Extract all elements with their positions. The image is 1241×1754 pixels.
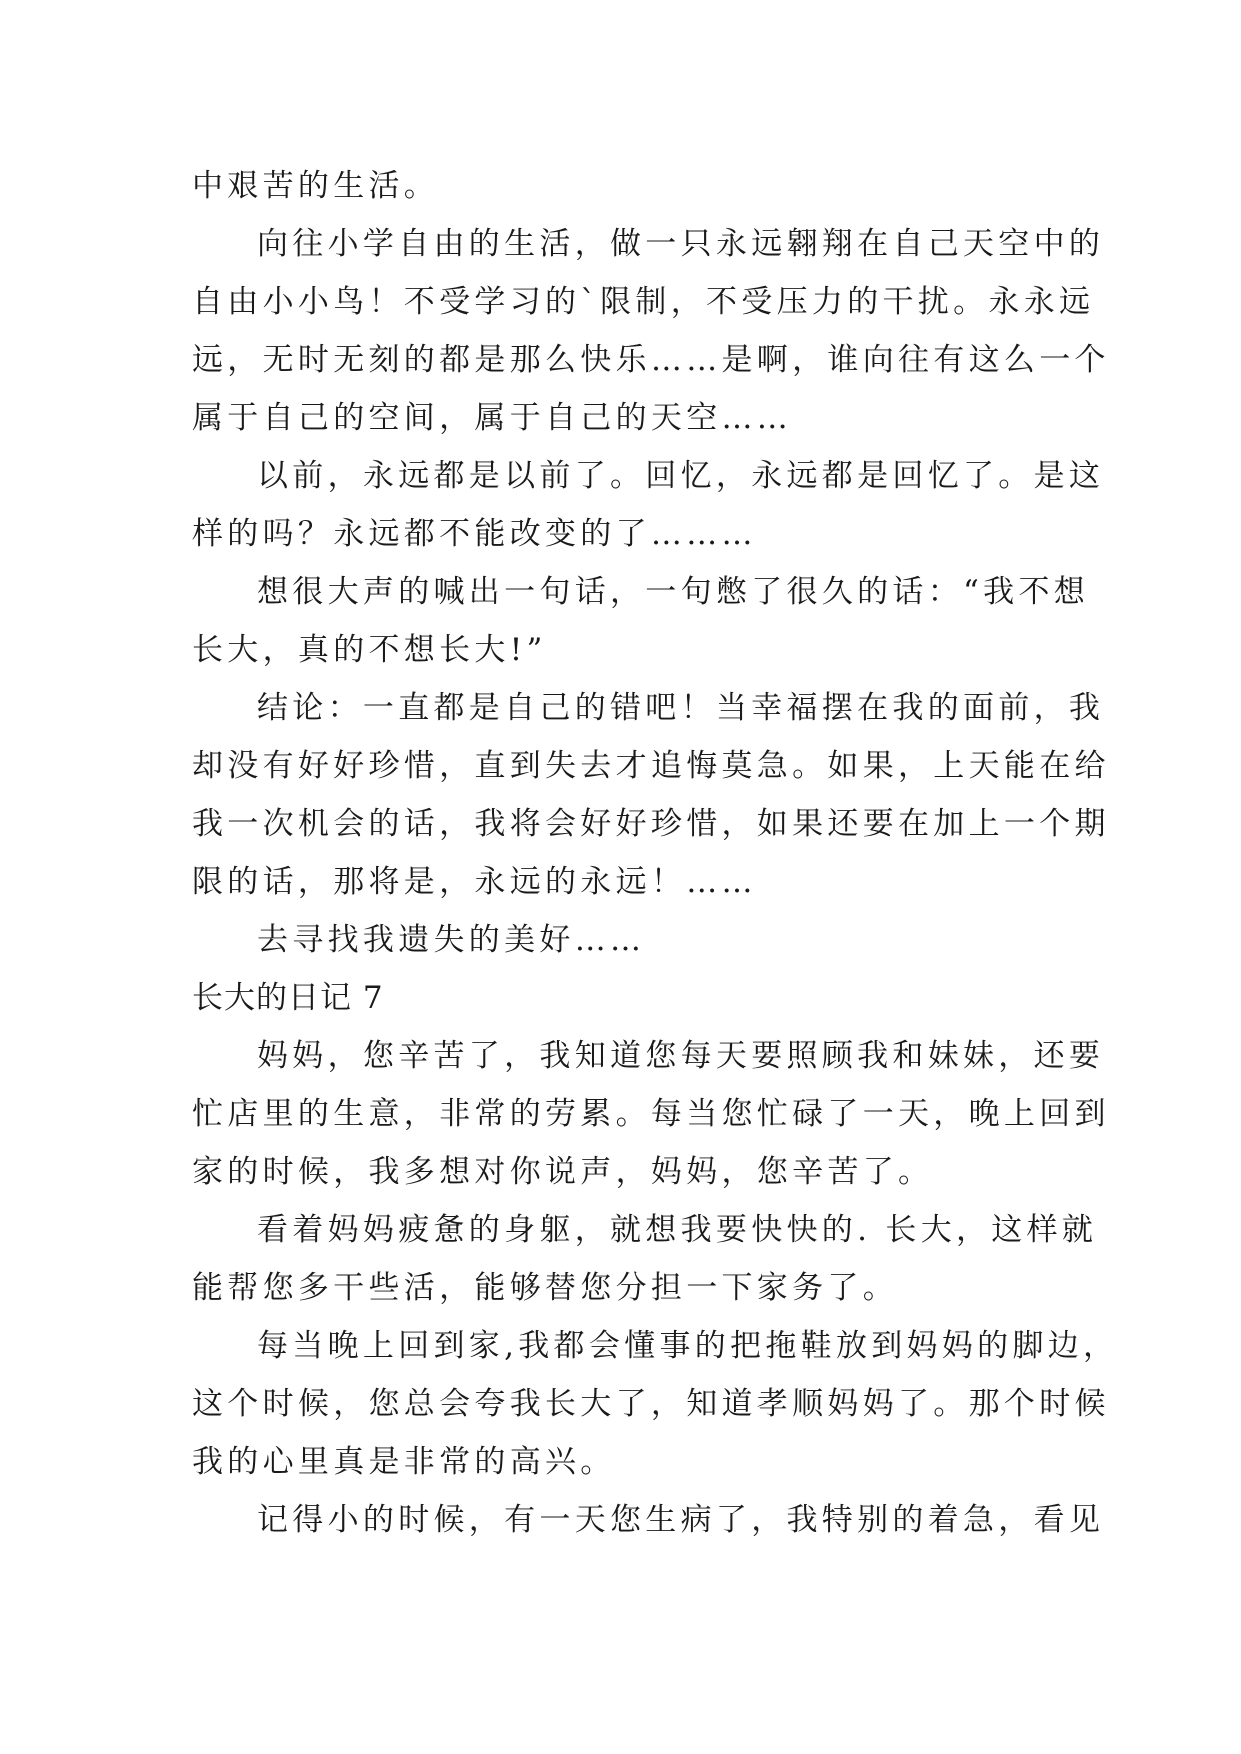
text-line: 却没有好好珍惜，直到失去才追悔莫急。如果，上天能在给 — [192, 748, 1110, 784]
text-line: 属于自己的空间，属于自己的天空…… — [192, 400, 793, 436]
text-line: 限的话，那将是，永远的永远！…… — [192, 864, 757, 900]
text-line: 向往小学自由的生活，做一只永远翱翔在自己天空中的 — [257, 226, 1105, 262]
text-line: 记得小的时候，有一天您生病了，我特别的着急，看见 — [257, 1502, 1105, 1538]
text-line: 远，无时无刻的都是那么快乐……是啊，谁向往有这么一个 — [192, 342, 1110, 378]
text-line: 想很大声的喊出一句话，一句憋了很久的话：“我不想 — [257, 574, 1090, 610]
text-line: 妈妈，您辛苦了，我知道您每天要照顾我和妹妹，还要 — [257, 1038, 1105, 1074]
text-line: 忙店里的生意，非常的劳累。每当您忙碌了一天，晚上回到 — [192, 1096, 1110, 1132]
text-line: 我一次机会的话，我将会好好珍惜，如果还要在加上一个期 — [192, 806, 1110, 842]
text-line: 结论：一直都是自己的错吧！当幸福摆在我的面前，我 — [257, 690, 1105, 726]
text-line: 以前，永远都是以前了。回忆，永远都是回忆了。是这 — [257, 458, 1105, 494]
text-line: 去寻找我遗失的美好…… — [257, 922, 646, 958]
text-line: 自由小小鸟！不受学习的`限制，不受压力的干扰。永永远 — [192, 284, 1095, 320]
section-heading: 长大的日记 7 — [192, 980, 384, 1016]
text-line: 能帮您多干些活，能够替您分担一下家务了。 — [192, 1270, 898, 1306]
text-line: 长大，真的不想长大!” — [192, 632, 547, 668]
text-line: 我的心里真是非常的高兴。 — [192, 1444, 616, 1480]
text-line: 家的时候，我多想对你说声，妈妈，您辛苦了。 — [192, 1154, 934, 1190]
text-line: 中艰苦的生活。 — [192, 168, 440, 204]
text-line: 看着妈妈疲惫的身躯，就想我要快快的. 长大，这样就 — [257, 1212, 1098, 1248]
text-line: 这个时候，您总会夸我长大了，知道孝顺妈妈了。那个时候 — [192, 1386, 1110, 1422]
text-line: 每当晚上回到家,我都会懂事的把拖鞋放到妈妈的脚边， — [257, 1328, 1119, 1364]
text-line: 样的吗？永远都不能改变的了……… — [192, 516, 757, 552]
